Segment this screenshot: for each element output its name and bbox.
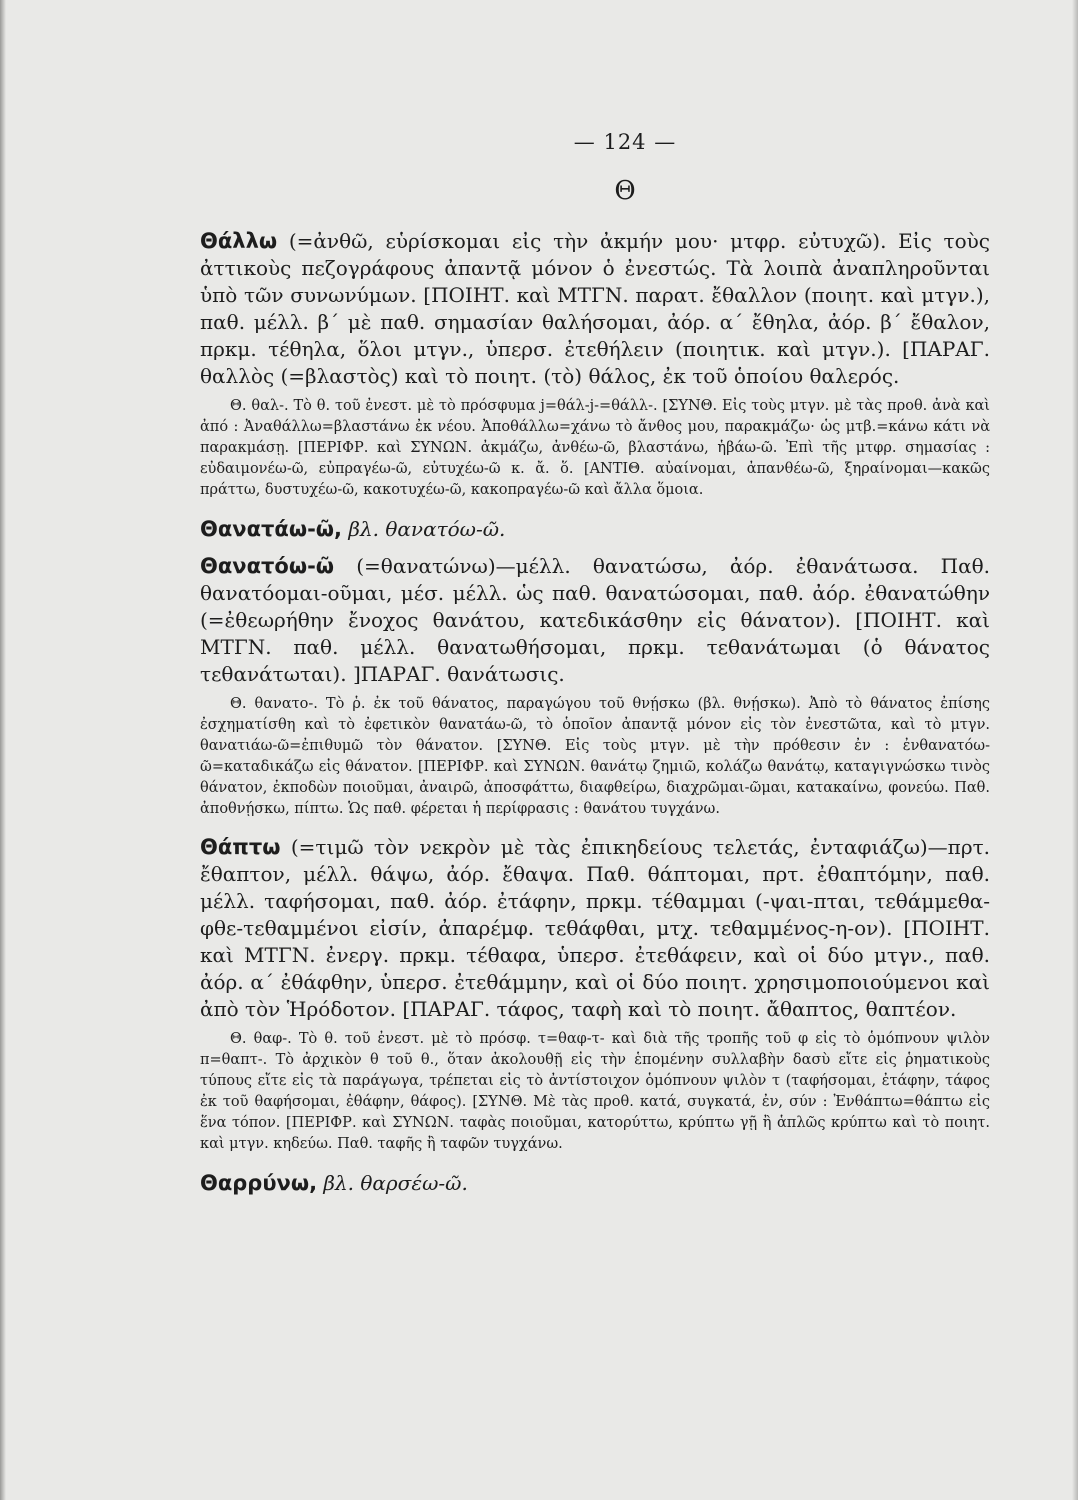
etymology-note — [200, 396, 990, 501]
entry-body: (=ἀνθῶ, εὑρίσκομαι εἰς τὴν ἀκμήν μου· μτφρ. εὐτυχῶ). Εἰς τοὺς ἀττικοὺς πεζογράφους ἀπαντᾷ μόνον ὁ ἐνεστώς. Τὰ λοιπὰ ἀναπληροῦνται ὑπὸ τῶν συνωνύμων. [ΠΟΙΗΤ. καὶ ΜΤΓΝ. παρατ. ἔθαλλον (ποιητ. καὶ μτγν.), παθ. μέλλ. β΄ μὲ παθ. σημασίαν θαλήσομαι, ἀόρ. α΄ ἔθηλα, ἀόρ. β΄ ἔθαλον, πρκμ. τέθηλα, ὅλοι μτγν., ὑπερσ. ἐτεθήλειν (ποιητικ. καὶ μτγν.). [ΠΑΡΑΓ. θαλλὸς (=βλαστὸς) καὶ τὸ ποιητ. (τὸ) θάλος, ἐκ τοῦ ὁποίου θαλερός. — [200, 229, 991, 388]
dictionary-entry — [200, 553, 990, 688]
cross-reference: βλ. θανατόω-ῶ. — [348, 517, 506, 541]
section-letter: Θ — [614, 176, 636, 206]
etymology-note-text: Θ. θανατο-. Τὸ ῥ. ἐκ τοῦ θάνατος, παραγώγου τοῦ θνῄσκω (βλ. θνῄσκω). Ἀπὸ τὸ θάνατος ἐπίσης ἐσχηματίσθη καὶ τὸ ἐφετικὸν θανατάω-ῶ, τὸ ὁποῖον ἀπαντᾷ μόνον εἰς τὸν ἐνεστῶτα, καὶ τὸ μτγν. θανατιάω-ῶ=ἐπιθυμῶ τὸν θάνατον. [ΣΥΝΘ. Εἰς τοὺς μτγν. μὲ τὴν πρόθεσιν ἐν : ἐνθανατόω-ῶ=καταδικάζω εἰς θάνατον. [ΠΕΡΙΦΡ. καὶ ΣΥΝΩΝ. θανάτῳ ζημιῶ, κολάζω θανάτῳ, καταγιγνώσκω τινὸς θάνατον, ἐκποδὼν ποιοῦμαι, ἀναιρῶ, ἀποσφάττω, διαφθείρω, διαχρῶμαι-ῶμαι, κατακαίνω, φονεύω. Παθ. ἀποθνῄσκω, πίπτω. Ὡς παθ. φέρεται ἡ περίφρασις : θανάτου τυγχάνω. — [200, 696, 990, 817]
cross-reference: βλ. θαρσέω-ῶ. — [323, 1171, 468, 1195]
entry-headword: Θανατάω-ῶ, — [200, 517, 343, 541]
entry-body: (=θανατώνω)—μέλλ. θανατώσω, ἀόρ. ἐθανάτωσα. Παθ. θανατόομαι-οῦμαι, μέσ. μέλλ. ὡς παθ. θανατώσομαι, παθ. ἀόρ. ἐθανατώθην (=ἐθεωρήθην ἔνοχος θανάτου, κατεδικάσθην εἰς θάνατον). [ΠΟΙΗΤ. καὶ ΜΤΓΝ. παθ. μέλλ. θανατωθήσομαι, πρκμ. τεθανάτωμαι (ὁ θάνατος τεθανάτωται). ]ΠΑΡΑΓ. θανάτωσις. — [200, 554, 991, 686]
page-number: — 124 — — [573, 130, 677, 154]
cross-reference-entry — [200, 515, 990, 543]
page-edge-right — [1072, 0, 1078, 1500]
entry-headword: Θάπτω — [200, 835, 281, 859]
entry-body: (=τιμῶ τὸν νεκρὸν μὲ τὰς ἐπικηδείους τελετάς, ἐνταφιάζω)—πρτ. ἔθαπτον, μέλλ. θάψω, ἀόρ. ἔθαψα. Παθ. θάπτομαι, πρτ. ἐθαπτόμην, παθ. μέλλ. ταφήσομαι, παθ. ἀόρ. ἐτάφην, πρκμ. τέθαμμαι (-ψαι-πται, τεθάμμεθα-φθε-τεθαμμένοι εἰσίν, ἀπαρέμφ. τεθάφθαι, μτχ. τεθαμμένος-η-ον). [ΠΟΙΗΤ. καὶ ΜΤΓΝ. ἐνεργ. πρκμ. τέθαφα, ὑπερσ. ἐτεθάφειν, καὶ οἱ δύο μτγν., παθ. ἀόρ. α΄ ἐθάφθην, ὑπερσ. ἐτεθάμμην, καὶ οἱ δύο ποιητ. χρησιμοποιούμενοι καὶ ἀπὸ τὸν Ἡρόδοτον. [ΠΑΡΑΓ. τάφος, ταφὴ καὶ τὸ ποιητ. ἄθαπτος, θαπτέον. — [200, 835, 991, 1021]
entry-headword: Θάλλω — [200, 229, 278, 253]
entry-headword: Θανατόω-ῶ — [200, 554, 335, 578]
entry-headword: Θαρρύνω, — [200, 1171, 318, 1195]
page-content — [200, 130, 990, 1207]
dictionary-entry — [200, 834, 990, 1023]
etymology-note-text: Θ. θαφ-. Τὸ θ. τοῦ ἐνεστ. μὲ τὸ πρόσφ. τ=θαφ-τ- καὶ διὰ τῆς τροπῆς τοῦ φ εἰς τὸ ὁμόπνουν ψιλὸν π=θαπτ-. Τὸ ἀρχικὸν θ τοῦ θ., ὅταν ἀκολουθῇ εἰς τὴν ἑπομένην συλλαβὴν δασὺ εἴτε εἰς ῥηματικοὺς τύπους εἴτε εἰς τὰ παράγωγα, τρέπεται εἰς τὸ ἀντίστοιχον ὁμόπνουν ψιλὸν τ (ταφήσομαι, ἐτάφην, τάφος ἐκ τοῦ θαφήσομαι, ἐθάφην, θάφος). [ΣΥΝΘ. Μὲ τὰς προθ. κατά, συγκατά, ἐν, σύν : Ἐνθάπτω=θάπτω εἰς ἕνα τόπον. [ΠΕΡΙΦΡ. καὶ ΣΥΝΩΝ. ταφὰς ποιοῦμαι, κατορύττω, κρύπτω γῇ ἢ ἁπλῶς κρύπτω καὶ τὸ ποιητ. καὶ μτγν. κηδεύω. Παθ. ταφῆς ἢ ταφῶν τυγχάνω. — [200, 1031, 990, 1152]
page-edge-left — [0, 0, 6, 1500]
etymology-note — [200, 694, 990, 820]
dictionary-entry — [200, 228, 990, 390]
etymology-note — [200, 1029, 990, 1155]
etymology-note-text: Θ. θαλ-. Τὸ θ. τοῦ ἐνεστ. μὲ τὸ πρόσφυμα j=θάλ-j-=θάλλ-. [ΣΥΝΘ. Εἰς τοὺς μτγν. μὲ τὰς προθ. ἀνὰ καὶ ἀπό : Ἀναθάλλω=βλαστάνω ἐκ νέου. Ἀποθάλλω=χάνω τὸ ἄνθος μου, παρακμάζω· ὡς μτβ.=κάνω κάτι νὰ παρακμάσῃ. [ΠΕΡΙΦΡ. καὶ ΣΥΝΩΝ. ἀκμάζω, ἀνθέω-ῶ, βλαστάνω, ἡβάω-ῶ. Ἐπὶ τῆς μτφρ. σημασίας : εὐδαιμονέω-ῶ, εὐπραγέω-ῶ, εὐτυχέω-ῶ κ. ἄ. ὅ. [ΑΝΤΙΘ. αὐαίνομαι, ἀπανθέω-ῶ, ξηραίνομαι—κακῶς πράττω, δυστυχέω-ῶ, κακοτυχέω-ῶ, κακοπραγέω-ῶ καὶ ἄλλα ὅμοια. — [200, 398, 990, 498]
cross-reference-entry — [200, 1169, 990, 1197]
